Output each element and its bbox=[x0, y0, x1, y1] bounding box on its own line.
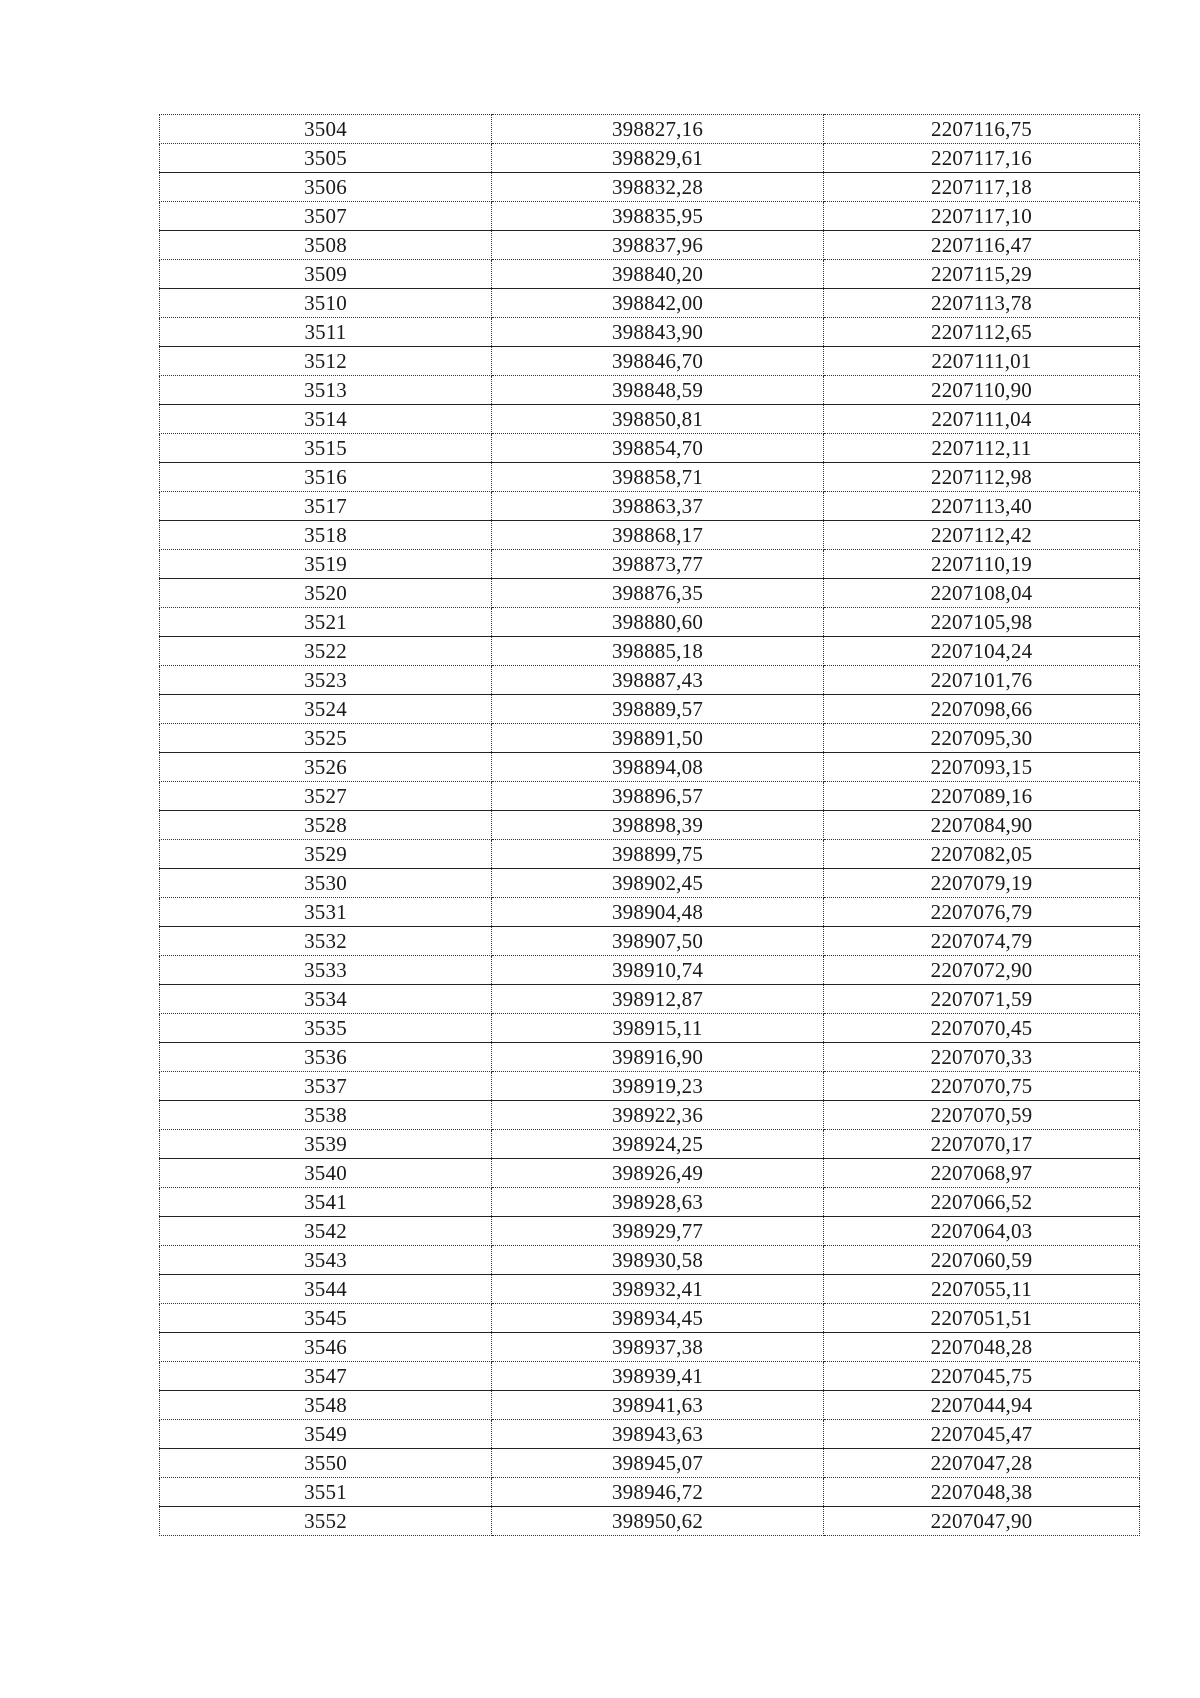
table-row bbox=[160, 666, 1140, 695]
y-coordinate-cell: 2207098,66 bbox=[824, 695, 1140, 724]
y-coordinate-cell: 2207070,75 bbox=[824, 1072, 1140, 1101]
table-row bbox=[160, 173, 1140, 202]
table-row bbox=[160, 1478, 1140, 1507]
y-coordinate-cell: 2207113,40 bbox=[824, 492, 1140, 521]
y-coordinate-cell: 2207066,52 bbox=[824, 1188, 1140, 1217]
point-number-cell: 3534 bbox=[160, 985, 492, 1014]
point-number-cell: 3508 bbox=[160, 231, 492, 260]
point-number-cell: 3528 bbox=[160, 811, 492, 840]
point-number-cell: 3525 bbox=[160, 724, 492, 753]
y-coordinate-cell: 2207110,90 bbox=[824, 376, 1140, 405]
point-number-cell: 3509 bbox=[160, 260, 492, 289]
x-coordinate-cell: 398946,72 bbox=[492, 1478, 824, 1507]
y-coordinate-cell: 2207045,47 bbox=[824, 1420, 1140, 1449]
point-number-cell: 3506 bbox=[160, 173, 492, 202]
point-number-cell: 3529 bbox=[160, 840, 492, 869]
table-row bbox=[160, 1391, 1140, 1420]
point-number-cell: 3531 bbox=[160, 898, 492, 927]
table-row bbox=[160, 782, 1140, 811]
table-row bbox=[160, 1014, 1140, 1043]
table-row bbox=[160, 840, 1140, 869]
table-row bbox=[160, 1275, 1140, 1304]
y-coordinate-cell: 2207079,19 bbox=[824, 869, 1140, 898]
table-row bbox=[160, 434, 1140, 463]
table-row bbox=[160, 579, 1140, 608]
x-coordinate-cell: 398904,48 bbox=[492, 898, 824, 927]
y-coordinate-cell: 2207089,16 bbox=[824, 782, 1140, 811]
point-number-cell: 3512 bbox=[160, 347, 492, 376]
x-coordinate-cell: 398850,81 bbox=[492, 405, 824, 434]
table-row bbox=[160, 376, 1140, 405]
y-coordinate-cell: 2207112,42 bbox=[824, 521, 1140, 550]
point-number-cell: 3504 bbox=[160, 115, 492, 144]
y-coordinate-cell: 2207070,59 bbox=[824, 1101, 1140, 1130]
y-coordinate-cell: 2207112,11 bbox=[824, 434, 1140, 463]
point-number-cell: 3511 bbox=[160, 318, 492, 347]
x-coordinate-cell: 398915,11 bbox=[492, 1014, 824, 1043]
table-row bbox=[160, 289, 1140, 318]
point-number-cell: 3537 bbox=[160, 1072, 492, 1101]
x-coordinate-cell: 398930,58 bbox=[492, 1246, 824, 1275]
y-coordinate-cell: 2207048,28 bbox=[824, 1333, 1140, 1362]
table-row bbox=[160, 492, 1140, 521]
point-number-cell: 3518 bbox=[160, 521, 492, 550]
x-coordinate-cell: 398902,45 bbox=[492, 869, 824, 898]
point-number-cell: 3536 bbox=[160, 1043, 492, 1072]
table-row bbox=[160, 724, 1140, 753]
x-coordinate-cell: 398926,49 bbox=[492, 1159, 824, 1188]
y-coordinate-cell: 2207082,05 bbox=[824, 840, 1140, 869]
x-coordinate-cell: 398873,77 bbox=[492, 550, 824, 579]
y-coordinate-cell: 2207105,98 bbox=[824, 608, 1140, 637]
y-coordinate-cell: 2207047,28 bbox=[824, 1449, 1140, 1478]
x-coordinate-cell: 398837,96 bbox=[492, 231, 824, 260]
y-coordinate-cell: 2207116,75 bbox=[824, 115, 1140, 144]
x-coordinate-cell: 398924,25 bbox=[492, 1130, 824, 1159]
point-number-cell: 3510 bbox=[160, 289, 492, 318]
x-coordinate-cell: 398912,87 bbox=[492, 985, 824, 1014]
point-number-cell: 3544 bbox=[160, 1275, 492, 1304]
x-coordinate-cell: 398846,70 bbox=[492, 347, 824, 376]
point-number-cell: 3552 bbox=[160, 1507, 492, 1536]
x-coordinate-cell: 398880,60 bbox=[492, 608, 824, 637]
y-coordinate-cell: 2207093,15 bbox=[824, 753, 1140, 782]
table-row bbox=[160, 405, 1140, 434]
x-coordinate-cell: 398842,00 bbox=[492, 289, 824, 318]
y-coordinate-cell: 2207117,18 bbox=[824, 173, 1140, 202]
table-row bbox=[160, 1217, 1140, 1246]
y-coordinate-cell: 2207068,97 bbox=[824, 1159, 1140, 1188]
table-row bbox=[160, 753, 1140, 782]
point-number-cell: 3547 bbox=[160, 1362, 492, 1391]
point-number-cell: 3533 bbox=[160, 956, 492, 985]
point-number-cell: 3513 bbox=[160, 376, 492, 405]
y-coordinate-cell: 2207044,94 bbox=[824, 1391, 1140, 1420]
y-coordinate-cell: 2207048,38 bbox=[824, 1478, 1140, 1507]
point-number-cell: 3550 bbox=[160, 1449, 492, 1478]
point-number-cell: 3541 bbox=[160, 1188, 492, 1217]
point-number-cell: 3516 bbox=[160, 463, 492, 492]
point-number-cell: 3515 bbox=[160, 434, 492, 463]
x-coordinate-cell: 398885,18 bbox=[492, 637, 824, 666]
table-row bbox=[160, 811, 1140, 840]
coordinates-sheet bbox=[159, 114, 1139, 1536]
table-row bbox=[160, 260, 1140, 289]
point-number-cell: 3543 bbox=[160, 1246, 492, 1275]
point-number-cell: 3538 bbox=[160, 1101, 492, 1130]
y-coordinate-cell: 2207108,04 bbox=[824, 579, 1140, 608]
point-number-cell: 3542 bbox=[160, 1217, 492, 1246]
table-row bbox=[160, 608, 1140, 637]
table-row bbox=[160, 927, 1140, 956]
x-coordinate-cell: 398899,75 bbox=[492, 840, 824, 869]
point-number-cell: 3527 bbox=[160, 782, 492, 811]
y-coordinate-cell: 2207101,76 bbox=[824, 666, 1140, 695]
y-coordinate-cell: 2207072,90 bbox=[824, 956, 1140, 985]
y-coordinate-cell: 2207112,65 bbox=[824, 318, 1140, 347]
point-number-cell: 3524 bbox=[160, 695, 492, 724]
x-coordinate-cell: 398950,62 bbox=[492, 1507, 824, 1536]
y-coordinate-cell: 2207060,59 bbox=[824, 1246, 1140, 1275]
table-row bbox=[160, 202, 1140, 231]
y-coordinate-cell: 2207047,90 bbox=[824, 1507, 1140, 1536]
y-coordinate-cell: 2207112,98 bbox=[824, 463, 1140, 492]
table-row bbox=[160, 869, 1140, 898]
table-row bbox=[160, 1507, 1140, 1536]
coordinates-table-body bbox=[160, 115, 1140, 1536]
table-row bbox=[160, 347, 1140, 376]
x-coordinate-cell: 398829,61 bbox=[492, 144, 824, 173]
y-coordinate-cell: 2207111,01 bbox=[824, 347, 1140, 376]
point-number-cell: 3522 bbox=[160, 637, 492, 666]
table-row bbox=[160, 318, 1140, 347]
x-coordinate-cell: 398854,70 bbox=[492, 434, 824, 463]
x-coordinate-cell: 398894,08 bbox=[492, 753, 824, 782]
y-coordinate-cell: 2207070,45 bbox=[824, 1014, 1140, 1043]
x-coordinate-cell: 398889,57 bbox=[492, 695, 824, 724]
table-row bbox=[160, 1043, 1140, 1072]
y-coordinate-cell: 2207115,29 bbox=[824, 260, 1140, 289]
x-coordinate-cell: 398896,57 bbox=[492, 782, 824, 811]
y-coordinate-cell: 2207116,47 bbox=[824, 231, 1140, 260]
point-number-cell: 3551 bbox=[160, 1478, 492, 1507]
point-number-cell: 3526 bbox=[160, 753, 492, 782]
x-coordinate-cell: 398840,20 bbox=[492, 260, 824, 289]
x-coordinate-cell: 398910,74 bbox=[492, 956, 824, 985]
x-coordinate-cell: 398939,41 bbox=[492, 1362, 824, 1391]
x-coordinate-cell: 398934,45 bbox=[492, 1304, 824, 1333]
y-coordinate-cell: 2207051,51 bbox=[824, 1304, 1140, 1333]
table-row bbox=[160, 1159, 1140, 1188]
x-coordinate-cell: 398887,43 bbox=[492, 666, 824, 695]
table-row bbox=[160, 1188, 1140, 1217]
x-coordinate-cell: 398922,36 bbox=[492, 1101, 824, 1130]
y-coordinate-cell: 2207117,16 bbox=[824, 144, 1140, 173]
table-row bbox=[160, 463, 1140, 492]
point-number-cell: 3505 bbox=[160, 144, 492, 173]
y-coordinate-cell: 2207111,04 bbox=[824, 405, 1140, 434]
table-row bbox=[160, 1246, 1140, 1275]
table-row bbox=[160, 1362, 1140, 1391]
x-coordinate-cell: 398945,07 bbox=[492, 1449, 824, 1478]
point-number-cell: 3523 bbox=[160, 666, 492, 695]
x-coordinate-cell: 398876,35 bbox=[492, 579, 824, 608]
table-row bbox=[160, 1101, 1140, 1130]
y-coordinate-cell: 2207074,79 bbox=[824, 927, 1140, 956]
y-coordinate-cell: 2207055,11 bbox=[824, 1275, 1140, 1304]
y-coordinate-cell: 2207071,59 bbox=[824, 985, 1140, 1014]
y-coordinate-cell: 2207104,24 bbox=[824, 637, 1140, 666]
y-coordinate-cell: 2207084,90 bbox=[824, 811, 1140, 840]
x-coordinate-cell: 398929,77 bbox=[492, 1217, 824, 1246]
table-row bbox=[160, 1449, 1140, 1478]
point-number-cell: 3532 bbox=[160, 927, 492, 956]
table-row bbox=[160, 144, 1140, 173]
x-coordinate-cell: 398937,38 bbox=[492, 1333, 824, 1362]
table-row bbox=[160, 985, 1140, 1014]
x-coordinate-cell: 398891,50 bbox=[492, 724, 824, 753]
y-coordinate-cell: 2207070,33 bbox=[824, 1043, 1140, 1072]
x-coordinate-cell: 398832,28 bbox=[492, 173, 824, 202]
x-coordinate-cell: 398941,63 bbox=[492, 1391, 824, 1420]
table-row bbox=[160, 521, 1140, 550]
x-coordinate-cell: 398848,59 bbox=[492, 376, 824, 405]
point-number-cell: 3521 bbox=[160, 608, 492, 637]
table-row bbox=[160, 231, 1140, 260]
x-coordinate-cell: 398916,90 bbox=[492, 1043, 824, 1072]
y-coordinate-cell: 2207064,03 bbox=[824, 1217, 1140, 1246]
x-coordinate-cell: 398827,16 bbox=[492, 115, 824, 144]
y-coordinate-cell: 2207076,79 bbox=[824, 898, 1140, 927]
table-row bbox=[160, 115, 1140, 144]
y-coordinate-cell: 2207117,10 bbox=[824, 202, 1140, 231]
point-number-cell: 3549 bbox=[160, 1420, 492, 1449]
point-number-cell: 3517 bbox=[160, 492, 492, 521]
point-number-cell: 3545 bbox=[160, 1304, 492, 1333]
x-coordinate-cell: 398932,41 bbox=[492, 1275, 824, 1304]
table-row bbox=[160, 956, 1140, 985]
x-coordinate-cell: 398907,50 bbox=[492, 927, 824, 956]
table-row bbox=[160, 550, 1140, 579]
table-row bbox=[160, 1420, 1140, 1449]
y-coordinate-cell: 2207045,75 bbox=[824, 1362, 1140, 1391]
table-row bbox=[160, 1130, 1140, 1159]
x-coordinate-cell: 398943,63 bbox=[492, 1420, 824, 1449]
x-coordinate-cell: 398919,23 bbox=[492, 1072, 824, 1101]
y-coordinate-cell: 2207113,78 bbox=[824, 289, 1140, 318]
point-number-cell: 3535 bbox=[160, 1014, 492, 1043]
y-coordinate-cell: 2207110,19 bbox=[824, 550, 1140, 579]
table-row bbox=[160, 1072, 1140, 1101]
x-coordinate-cell: 398928,63 bbox=[492, 1188, 824, 1217]
point-number-cell: 3546 bbox=[160, 1333, 492, 1362]
table-row bbox=[160, 1304, 1140, 1333]
point-number-cell: 3514 bbox=[160, 405, 492, 434]
table-row bbox=[160, 1333, 1140, 1362]
table-row bbox=[160, 695, 1140, 724]
point-number-cell: 3507 bbox=[160, 202, 492, 231]
x-coordinate-cell: 398898,39 bbox=[492, 811, 824, 840]
point-number-cell: 3519 bbox=[160, 550, 492, 579]
point-number-cell: 3548 bbox=[160, 1391, 492, 1420]
coordinates-table bbox=[159, 114, 1140, 1536]
x-coordinate-cell: 398843,90 bbox=[492, 318, 824, 347]
x-coordinate-cell: 398868,17 bbox=[492, 521, 824, 550]
x-coordinate-cell: 398863,37 bbox=[492, 492, 824, 521]
point-number-cell: 3530 bbox=[160, 869, 492, 898]
table-row bbox=[160, 637, 1140, 666]
y-coordinate-cell: 2207070,17 bbox=[824, 1130, 1140, 1159]
x-coordinate-cell: 398835,95 bbox=[492, 202, 824, 231]
point-number-cell: 3539 bbox=[160, 1130, 492, 1159]
point-number-cell: 3520 bbox=[160, 579, 492, 608]
point-number-cell: 3540 bbox=[160, 1159, 492, 1188]
x-coordinate-cell: 398858,71 bbox=[492, 463, 824, 492]
y-coordinate-cell: 2207095,30 bbox=[824, 724, 1140, 753]
table-row bbox=[160, 898, 1140, 927]
